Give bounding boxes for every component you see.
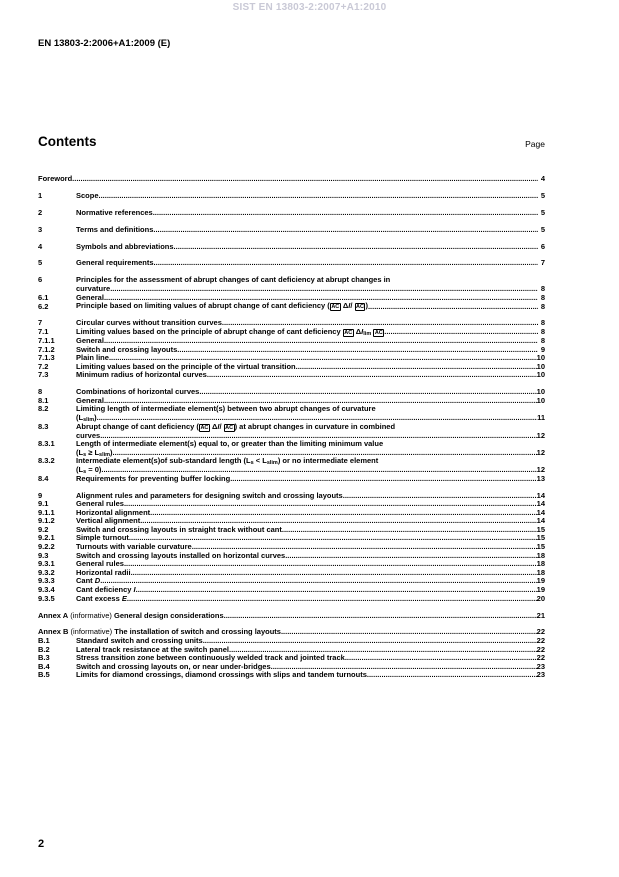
toc-title: Switch and crossing layouts installed on horizontal curves xyxy=(76,550,286,560)
toc-number: 9 xyxy=(38,490,43,500)
toc-page: 21 xyxy=(536,610,545,620)
toc-page: 10 xyxy=(536,353,545,363)
toc-page: 14 xyxy=(536,507,545,517)
page-title: Contents xyxy=(38,134,97,149)
toc-entry-3[interactable] xyxy=(38,226,545,235)
toc-title: Simple turnout xyxy=(76,533,129,543)
toc-entry-foreword[interactable]: Foreword ..... 4 xyxy=(38,175,545,184)
toc-title: Annex A (informative) General design considerations xyxy=(38,610,224,620)
toc-title: Intermediate element(s)of sub-standard length $(L_s < L_{slim})$ or no intermediate element xyxy=(76,456,379,467)
toc-title: Annex B (informative) The installation of switch and crossing layouts xyxy=(38,627,281,637)
toc-entry-2[interactable] xyxy=(38,209,545,218)
toc-number: 8.4 xyxy=(38,473,49,483)
toc-title: Turnouts with variable curvature xyxy=(76,542,192,552)
toc-page: 15 xyxy=(536,542,545,552)
toc-title: Stress transition zone between continuously welded track and jointed track xyxy=(76,653,345,663)
toc-title: Lateral track resistance at the switch panel xyxy=(76,644,229,654)
toc-page: 22 xyxy=(536,627,545,637)
toc-entry-8-4[interactable] xyxy=(38,475,545,484)
toc-number: 6 xyxy=(38,275,43,285)
toc-entry-7-1-2[interactable] xyxy=(38,346,545,355)
toc-page: 14 xyxy=(536,490,545,500)
toc-title: Switch and crossing layouts xyxy=(76,344,178,354)
amendment-mark-close: AC xyxy=(356,304,364,311)
toc-page: 10 xyxy=(536,387,545,397)
toc-page: 22 xyxy=(536,636,545,646)
toc-number: 9.3.2 xyxy=(38,567,55,577)
toc-number: 9.3 xyxy=(38,550,49,560)
toc-number: 9.3.1 xyxy=(38,559,55,569)
toc-number: 7.3 xyxy=(38,370,49,380)
toc-number: 9.2 xyxy=(38,524,49,534)
toc-page: 7 xyxy=(540,258,545,268)
toc-number: 7.1.1 xyxy=(38,336,55,346)
toc-title: Limiting length of intermediate element(s) between two abrupt changes of curvature xyxy=(76,404,376,414)
toc-title: Switch and crossing layouts in straight track without cant xyxy=(76,524,282,534)
toc-title: General xyxy=(76,336,104,346)
toc-page: 23 xyxy=(536,661,545,671)
toc-number: B.4 xyxy=(38,661,50,671)
toc-title: General xyxy=(76,292,104,302)
toc-page: 10 xyxy=(536,395,545,405)
toc-entry-7-1[interactable] xyxy=(38,328,545,337)
toc-title: Requirements for preventing buffer locking xyxy=(76,473,231,483)
toc-entry-6-2[interactable] xyxy=(38,302,545,311)
toc-page: 13 xyxy=(536,473,545,483)
toc-page: 8 xyxy=(540,301,545,311)
toc-entry-8-3-2[interactable] xyxy=(38,457,545,474)
toc-entry-4[interactable] xyxy=(38,243,545,252)
toc-title: Scope xyxy=(76,190,99,200)
toc-number: 8.2 xyxy=(38,404,49,414)
toc-number: B.5 xyxy=(38,670,50,680)
toc-title: Terms and definitions xyxy=(76,224,154,234)
toc-page: 10 xyxy=(536,361,545,371)
toc-entry-6[interactable] xyxy=(38,276,545,293)
toc-title-cont: curvature xyxy=(76,283,111,293)
toc-title: Cant excess E xyxy=(76,593,127,603)
toc-entry-annex-a[interactable] xyxy=(38,612,545,621)
toc-title: Length of intermediate element(s) equal to, or greater than the limiting minimum value xyxy=(76,439,384,449)
watermark: SIST EN 13803-2:2007+A1:2010 xyxy=(232,2,387,13)
toc-title: Cant D xyxy=(76,576,101,586)
toc-number: 8 xyxy=(38,387,43,397)
toc-entry-9-3-5[interactable] xyxy=(38,595,545,604)
toc-page: 12 xyxy=(536,447,545,457)
toc-number: 9.3.3 xyxy=(38,576,55,586)
toc-page: 20 xyxy=(536,593,545,603)
toc-title: Limiting values based on the principle of the virtual transition xyxy=(76,361,296,371)
toc-number: 2 xyxy=(38,207,43,217)
toc-page: 18 xyxy=(536,559,545,569)
toc-title: Cant deficiency I xyxy=(76,585,136,595)
toc-number: 8.1 xyxy=(38,395,49,405)
toc-page: 5 xyxy=(540,224,545,234)
toc-title: Horizontal alignment xyxy=(76,507,151,517)
toc-title: Combinations of horizontal curves xyxy=(76,387,200,397)
toc-page: 19 xyxy=(536,576,545,586)
toc-number: 9.3.4 xyxy=(38,585,55,595)
amendment-mark-open: AC xyxy=(344,330,353,337)
toc-entry-8-3-1[interactable] xyxy=(38,440,545,457)
toc-page: 19 xyxy=(536,585,545,595)
toc-entry-1[interactable] xyxy=(38,192,545,201)
toc-number: B.3 xyxy=(38,653,50,663)
toc-number: 9.2.1 xyxy=(38,533,55,543)
toc-number: 8.3.1 xyxy=(38,439,55,449)
toc-page: 22 xyxy=(536,644,545,654)
toc-page: 10 xyxy=(536,370,545,380)
toc-number: 8.3.2 xyxy=(38,456,55,466)
toc-number: 1 xyxy=(38,190,43,200)
toc-title: General rules xyxy=(76,559,124,569)
toc-page: 5 xyxy=(540,190,545,200)
toc-title: Abrupt change of cant deficiency ( AC ΔI/ AC ) at abrupt changes in curvature in combined xyxy=(76,421,396,431)
toc-title: General xyxy=(76,395,104,405)
toc-page: 9 xyxy=(540,344,545,354)
toc-page: 8 xyxy=(540,327,545,337)
toc-title: General rules xyxy=(76,499,124,509)
toc-title: Limits for diamond crossings, diamond crossings with slips and tandem turnouts xyxy=(76,670,367,680)
toc-number: 9.2.2 xyxy=(38,542,55,552)
toc-number: 7.1.2 xyxy=(38,344,55,354)
toc-page: 18 xyxy=(536,550,545,560)
toc-number: 9.3.5 xyxy=(38,593,55,603)
toc-title: Symbols and abbreviations xyxy=(76,241,174,251)
toc-page: 23 xyxy=(536,670,545,680)
toc-page: 8 xyxy=(540,292,545,302)
toc-page: 8 xyxy=(540,318,545,328)
toc-number: 4 xyxy=(38,241,43,251)
toc-entry-8[interactable] xyxy=(38,388,545,397)
toc-title: Vertical alignment xyxy=(76,516,141,526)
table-of-contents xyxy=(38,175,545,680)
toc-page: 14 xyxy=(536,516,545,526)
page-column-label: Page xyxy=(525,139,545,149)
toc-title: Switch and crossing layouts on, or near under-bridges xyxy=(76,661,271,671)
toc-entry-9-3-2[interactable] xyxy=(38,569,545,578)
toc-title: General requirements xyxy=(76,258,154,268)
toc-number: 6.1 xyxy=(38,292,49,302)
toc-title: Principle based on limiting values of abrupt change of cant deficiency ( AC ΔI/ AC ) xyxy=(76,301,368,311)
toc-page: 8 xyxy=(540,336,545,346)
toc-entry-8-2[interactable] xyxy=(38,405,545,422)
toc-page: 15 xyxy=(536,533,545,543)
toc-number: 5 xyxy=(38,258,43,268)
toc-entry-8-3[interactable] xyxy=(38,423,545,441)
toc-title: Principles for the assessment of abrupt changes of cant deficiency at abrupt changes in xyxy=(76,275,391,285)
toc-number: 3 xyxy=(38,224,43,234)
toc-title: Alignment rules and parameters for designing switch and crossing layouts xyxy=(76,490,343,500)
toc-title: Standard switch and crossing units xyxy=(76,636,203,646)
toc-page: 18 xyxy=(536,567,545,577)
toc-page: 4 xyxy=(540,174,545,183)
toc-title-cont: $(L_s = 0)$ xyxy=(76,465,102,476)
toc-page: 14 xyxy=(536,499,545,509)
toc-page: 12 xyxy=(536,465,545,475)
toc-title-cont: $(L_{slim})$ xyxy=(76,413,97,424)
toc-number: B.1 xyxy=(38,636,50,646)
toc-title: Circular curves without transition curves xyxy=(76,318,222,328)
toc-page: 11 xyxy=(537,413,545,423)
toc-title: Horizontal radii xyxy=(76,567,131,577)
toc-number: 7.1.3 xyxy=(38,353,55,363)
toc-number: 8.3 xyxy=(38,421,49,431)
toc-number: 7.1 xyxy=(38,327,49,337)
toc-title: Limiting values based on the principle of abrupt change of cant deficiency AC $\Delta I_{lim}$ AC xyxy=(76,327,383,338)
toc-number: 9.1 xyxy=(38,499,49,509)
toc-title: Plain line xyxy=(76,353,109,363)
toc-page: 12 xyxy=(536,430,545,440)
toc-number: 7.2 xyxy=(38,361,49,371)
toc-title-cont: $(L_s \ge L_{slim})$ xyxy=(76,447,113,458)
amendment-mark-open: AC xyxy=(331,304,340,311)
toc-title: Normative references xyxy=(76,207,153,217)
toc-page: 22 xyxy=(536,653,545,663)
toc-title-cont: curves xyxy=(76,430,101,440)
toc-number: B.2 xyxy=(38,644,50,654)
document-id: EN 13803-2:2006+A1:2009 (E) xyxy=(38,38,171,49)
toc-title: Minimum radius of horizontal curves xyxy=(76,370,207,380)
toc-number: 9.1.1 xyxy=(38,507,55,517)
toc-entry-5[interactable] xyxy=(38,259,545,268)
toc-page: 8 xyxy=(540,283,545,293)
toc-number: 9.1.2 xyxy=(38,516,55,526)
amendment-mark-close: AC xyxy=(374,330,383,337)
toc-page: 15 xyxy=(536,524,545,534)
toc-page: 6 xyxy=(540,241,545,251)
toc-entry-b-5[interactable] xyxy=(38,671,545,680)
toc-page: 5 xyxy=(540,207,545,217)
toc-number: 7 xyxy=(38,318,43,328)
page-number: 2 xyxy=(38,838,45,850)
toc-number: 6.2 xyxy=(38,301,49,311)
toc-entry-7-3[interactable] xyxy=(38,371,545,380)
amendment-mark-open: AC xyxy=(200,424,209,431)
amendment-mark-close: AC xyxy=(225,424,234,431)
